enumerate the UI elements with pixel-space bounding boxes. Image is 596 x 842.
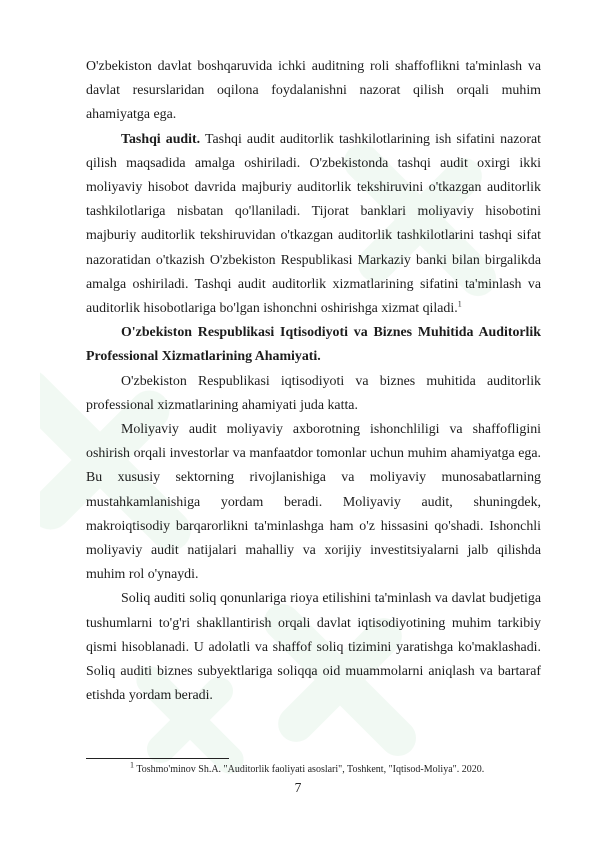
footnote-text: Toshmo'minov Sh.A. "Auditorlik faoliyati asoslari", Toshkent, "Iqtisod-Moliya". 2020. <box>134 764 485 775</box>
section-heading: O'zbekiston Respublikasi Iqtisodiyoti va Biznes Muhitida Auditorlik Professional Xizmatlarining Ahamiyati. <box>86 325 541 365</box>
footnote <box>130 760 550 777</box>
paragraph-importance: O'zbekiston Respublikasi iqtisodiyoti va biznes muhitida auditorlik professional xizmatlarining ahamiyati juda katta. <box>86 373 541 413</box>
paragraph-intro-continuation: O'zbekiston davlat boshqaruvida ichki auditning roli shaffoflikni ta'minlash va davlat resurslaridan oqilona foydalanishni nazorat qilish orqali muhim ahamiyatga ega. <box>86 59 541 123</box>
paragraph-tax-audit: Soliq auditi soliq qonunlariga rioya etilishini ta'minlash va davlat budjetiga tushumlarni to'g'ri shakllantirish orqali davlat iqtisodiyotining muhim tarkibiy qismi hisoblanadi. U adolatli va shaffof soliq tizimini yaratishga ko'maklashadi. Soliq auditi biznes subyektlariga soliqqa oid muammolarni aniqlash va bartaraf etishda yordam beradi. <box>86 591 541 704</box>
paragraph-lead-external-audit: Tashqi audit. <box>121 131 201 147</box>
footnote-separator <box>86 758 229 759</box>
paragraph-financial-audit: Moliyaviy audit moliyaviy axborotning ishonchliligi va shaffofligini oshirish orqali investorlar va manfaatdor tomonlar uchun muhim ahamiyatga ega. Bu xususiy sektorning rivojlanishiga va moliyaviy munosabatlarning mustahkamlanishiga yordam beradi. Moliyaviy audit, shuningdek, makroiqtisodiy barqarorlikni ta'minlashga ham o'z hissasini qo'shadi. Ishonchli moliyaviy audit natijalari mahalliy va xorijiy investitsiyalarni jalb qilishda muhim rol o'ynaydi. <box>86 422 541 583</box>
paragraph-external-audit <box>86 128 541 322</box>
page-number: 7 <box>294 780 302 795</box>
footnote-reference[interactable]: 1 <box>457 299 462 309</box>
footnote-mark: 1 <box>130 760 134 770</box>
paragraph-external-audit-text: Tashqi audit auditorlik tashkilotlarining ish sifatini nazorat qilish maqsadida amalga oshiriladi. O'zbekistonda tashqi audit oxirgi ikki moliyaviy hisobot davrida majburiy auditorlik tekshiruvini o'tkazgan auditorlik tashkilotlariga nisbatan qo'llaniladi. Tijorat banklari moliyaviy hisobotini majburiy auditorlik tekshiruvidan o'tkazgan auditorlik tashkilotlarini tashqi sifat nazoratidan o'tkazish O'zbekiston Respublikasi Markaziy banki bilan birgalikda amalga oshiriladi. Tashqi audit auditorlik xizmatlarining sifatini ta'minlash va auditorlik hisobotlariga bo'lgan ishonchni oshirishga xizmat qiladi. <box>86 131 541 317</box>
document-body <box>86 55 541 708</box>
